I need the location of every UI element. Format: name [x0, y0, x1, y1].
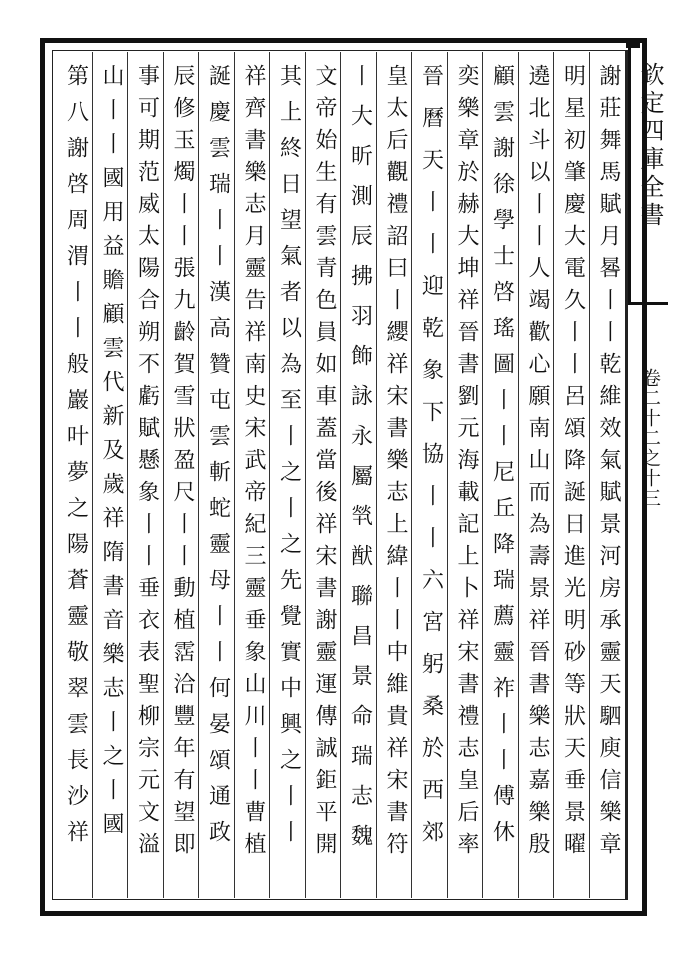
column-text: 文帝始生有雲青色員如車蓋當後祥宋書謝靈運傳誠鉅平開	[312, 64, 337, 864]
column-rule	[92, 52, 93, 898]
column-rule	[234, 52, 235, 898]
text-column	[60, 64, 92, 894]
column-text: 顧雲謝徐學士啓瑤圖丨丨尼丘降瑞薦靈祚丨丨傅休	[489, 64, 515, 856]
column-rule	[198, 52, 199, 898]
column-text: 辰修玉燭丨丨張九齡賀雪狀盈尺丨丨動植霑洽豐年有望即	[170, 64, 195, 864]
text-column	[486, 64, 518, 894]
column-rule	[447, 52, 448, 898]
text-column	[273, 64, 305, 894]
text-column	[309, 64, 341, 894]
column-text: 謝莊舞馬賦月晷丨丨乾維效氣賦景河房承靈天駟庾信樂章	[596, 64, 621, 864]
column-text: 祥齊書樂志月靈告祥南史宋武帝紀三靈垂象山川丨丨曹植	[241, 64, 266, 864]
column-rule	[518, 52, 519, 898]
column-rule	[376, 52, 377, 898]
column-text: 明星初肇慶大電久丨丨呂頌降誕日進光明砂等狀天垂景曜	[560, 64, 586, 864]
text-column	[131, 64, 163, 894]
column-rule	[127, 52, 128, 898]
text-column	[202, 64, 234, 894]
collection-title: 欽定四庫全書	[636, 62, 664, 230]
column-text: 事可期范威太陽合朔不虧賦懸象丨丨垂衣表聖柳宗元文溢	[134, 64, 160, 864]
text-column	[96, 64, 128, 894]
text-column	[451, 64, 483, 894]
column-text: 山丨丨國用益贍顧雲代新及歲祥隋書音樂志丨之丨國	[99, 64, 124, 846]
column-text: 誕慶雲瑞丨丨漢高贊屯雲斬蛇靈母丨丨何晏頌通政	[205, 64, 231, 856]
text-column	[380, 64, 412, 894]
volume-label: 卷二十二之十三	[639, 368, 661, 508]
column-text: 第八謝啓周渭丨丨般巖叶夢之陽蒼靈敬翠雲長沙祥	[63, 64, 89, 856]
column-rule	[482, 52, 483, 898]
column-text: 丨大昕測辰拂羽飾詠永屬㷀猷聯昌景命瑞志魏	[347, 64, 373, 864]
column-rule	[305, 52, 306, 898]
column-rule	[340, 52, 341, 898]
text-column	[167, 64, 199, 894]
text-column	[557, 64, 589, 894]
column-text: 遶北斗以丨丨人竭歡心願南山而為壽景祥晉書樂志嘉樂殷	[525, 64, 550, 864]
column-rule	[553, 52, 554, 898]
text-column	[522, 64, 554, 894]
text-column	[415, 64, 447, 894]
column-text: 晉曆天丨丨迎乾象下協丨丨六宮躬桑於西郊	[418, 64, 444, 862]
text-column	[238, 64, 270, 894]
column-rule	[269, 52, 270, 898]
column-rule	[411, 52, 412, 898]
text-column	[344, 64, 376, 894]
column-rule	[589, 52, 590, 898]
column-text: 奕樂章於赫大坤祥晉書劉元海載記上卜祥宋書禮志皇后率	[454, 64, 479, 864]
column-rule	[163, 52, 164, 898]
column-text: 皇太后觀禮詔曰丨纓祥宋書樂志上緯丨丨中維貴祥宋書符	[383, 64, 408, 864]
column-text: 其上終日望氣者以為至丨之丨之先覺實中興之丨丨	[276, 64, 302, 856]
text-column	[593, 64, 625, 894]
